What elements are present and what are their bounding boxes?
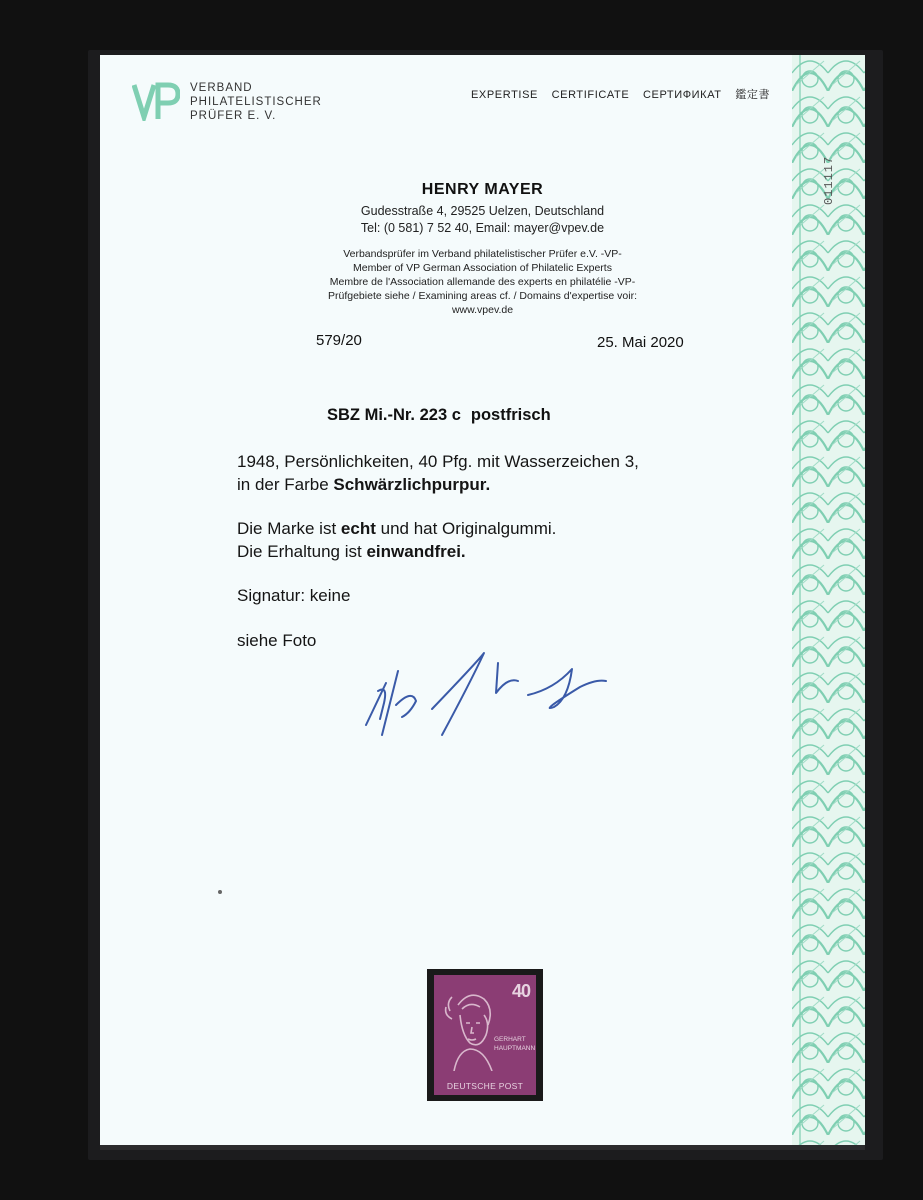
serial-number: 011117	[822, 155, 836, 205]
condition: postfrisch	[470, 406, 551, 424]
association-name	[190, 81, 322, 123]
header-word: CERTIFICATE	[551, 89, 630, 101]
opinion-paragraph	[237, 517, 556, 563]
membership-line: Prüfgebiete siehe / Examining areas cf. / Domains d'expertise voir:	[328, 290, 637, 302]
certificate-number: 579/20	[316, 332, 362, 349]
certificate-date: 25. Mai 2020	[597, 334, 684, 351]
certificate-header	[471, 86, 780, 102]
stamp-country: DEUTSCHE POST	[446, 1081, 524, 1091]
genuine-word: echt	[340, 519, 376, 538]
header-word: EXPERTISE	[471, 89, 538, 101]
photo-note: siehe Foto	[237, 631, 317, 650]
stamp-portrait-name: GERHART HAUPTMANN	[494, 1036, 536, 1052]
header-word: 鑑定書	[735, 89, 771, 101]
portrait-engraving	[440, 985, 502, 1071]
postage-stamp	[427, 969, 543, 1101]
membership-block	[100, 247, 865, 317]
condition-word: einwandfrei.	[366, 542, 466, 561]
description-line: in der Farbe Schwärzlichpurpur.	[237, 475, 491, 494]
color-name: Schwärzlichpurpur.	[333, 475, 491, 494]
expert-address	[100, 203, 865, 237]
stamp-face	[434, 975, 536, 1095]
catalog-number: SBZ Mi.-Nr. 223 c	[327, 406, 461, 424]
handwritten-signature	[358, 643, 618, 743]
stamp-value: 40	[511, 981, 530, 1001]
address-line: Tel: (0 581) 7 52 40, Email: mayer@vpev.de	[360, 221, 605, 235]
opinion-line: Die Erhaltung ist einwandfrei.	[237, 542, 466, 561]
description-paragraph	[237, 450, 639, 496]
association-line: VERBAND	[190, 82, 253, 94]
association-line: PHILATELISTISCHER	[190, 96, 322, 108]
paper-speck	[218, 890, 222, 894]
membership-line: Membre de l'Association allemande des experts en philatélie -VP-	[329, 276, 636, 288]
security-guilloche-border	[792, 55, 865, 1145]
certificate-subject	[327, 406, 551, 425]
address-line: Gudesstraße 4, 29525 Uelzen, Deutschland	[360, 204, 605, 218]
description-line: 1948, Persönlichkeiten, 40 Pfg. mit Wasserzeichen 3,	[237, 452, 639, 471]
certificate-sheet	[100, 55, 865, 1145]
membership-line: Verbandsprüfer im Verband philatelistischer Prüfer e.V. -VP-	[343, 248, 622, 260]
expert-name: HENRY MAYER	[421, 181, 544, 198]
membership-line: Member of VP German Association of Philatelic Experts	[353, 262, 612, 274]
association-line: PRÜFER E. V.	[190, 110, 277, 122]
signature-label: Signatur: keine	[237, 586, 351, 605]
vp-logo	[132, 81, 180, 121]
membership-line: www.vpev.de	[451, 304, 514, 316]
opinion-line: Die Marke ist echt und hat Originalgummi.	[237, 519, 557, 538]
stamp-photo	[415, 961, 555, 1109]
header-word: СЕРТИФИКАТ	[642, 89, 722, 101]
